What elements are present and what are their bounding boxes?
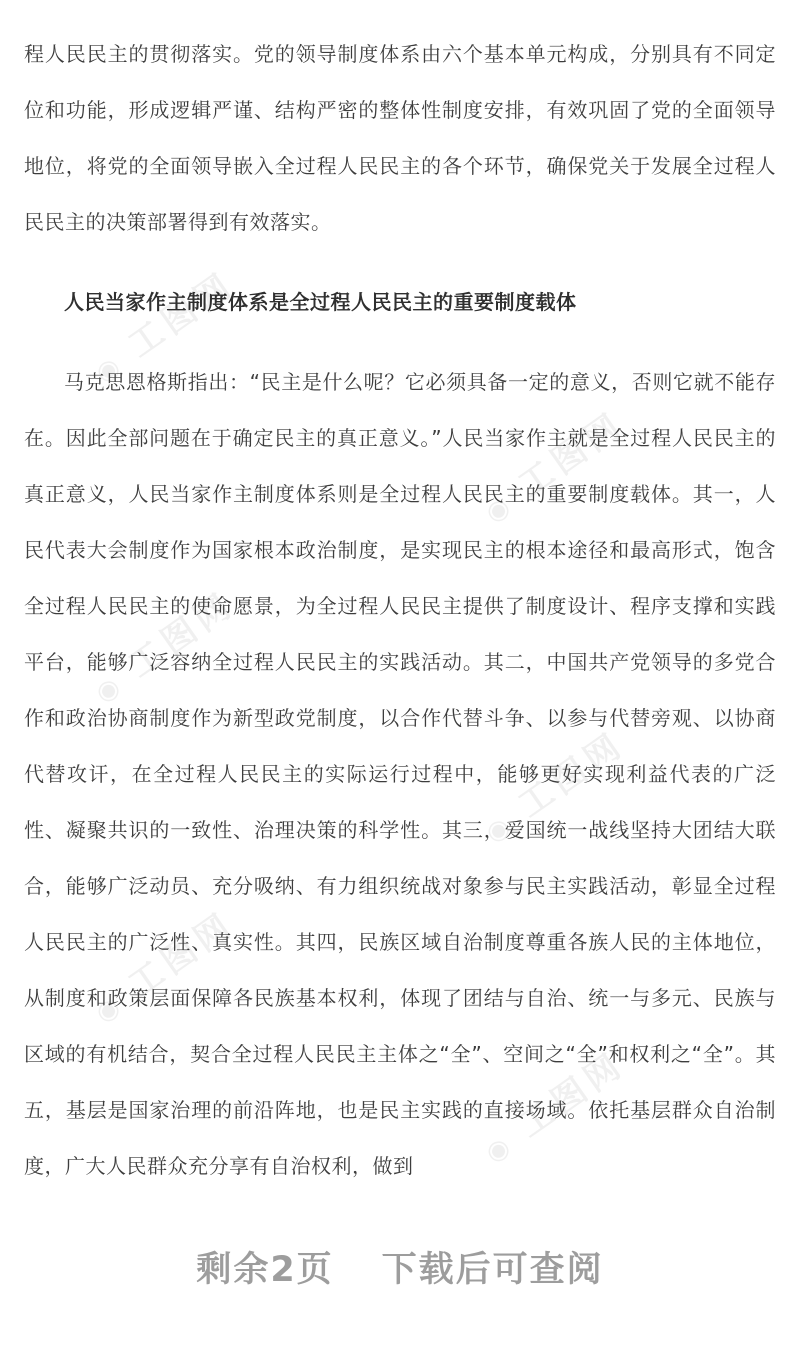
watermark-text: ◉ 工图网 bbox=[81, 577, 243, 711]
paragraph-continuation: 程人民民主的贯彻落实。党的领导制度体系由六个基本单元构成，分别具有不同定位和功能，形成逻辑严谨、结构严密的整体性制度安排，有效巩固了党的全面领导地位，将党的全面领导嵌入全过程人民民主的各个环节，确保党关于发展全过程人民民主的决策部署得到有效落实。 bbox=[24, 42, 776, 234]
watermark-text: ◉ 工图网 bbox=[471, 397, 633, 531]
watermark-text: ◉ 工图网 bbox=[471, 1037, 633, 1171]
watermark-text: ◉ 工图网 bbox=[81, 257, 243, 391]
remaining-pages-text: 剩余2页 bbox=[196, 1250, 334, 1290]
watermark-text: ◉ 工图网 bbox=[471, 717, 633, 851]
watermark-text: ◉ 工图网 bbox=[81, 897, 243, 1031]
download-hint-text: 下载后可查阅 bbox=[381, 1250, 604, 1290]
section-heading: 人民当家作主制度体系是全过程人民民主的重要制度载体 bbox=[64, 290, 577, 314]
remaining-pages-notice bbox=[0, 1242, 800, 1292]
paragraph-body: 马克思恩格斯指出：“民主是什么呢？它必须具备一定的意义，否则它就不能存在。因此全部问题在于确定民主的真正意义。”人民当家作主就是全过程人民民主的真正意义，人民当家作主制度体系则是全过程人民民主的重要制度载体。其一，人民代表大会制度作为国家根本政治制度，是实现民主的根本途径和最高形式，饱含全过程人民民主的使命愿景，为全过程人民民主提供了制度设计、程序支撑和实践平台，能够广泛容纳全过程人民民主的实践活动。其二，中国共产党领导的多党合作和政治协商制度作为新型政党制度，以合作代替斗争、以参与代替旁观、以协商代替攻讦，在全过程人民民主的实际运行过程中，能够更好实现利益代表的广泛性、凝聚共识的一致性、治理决策的科学性。其三，爱国统一战线坚持大团结大联合，能够广泛动员、充分吸纳、有力组织统战对象参与民主实践活动，彰显全过程人民民主的广泛性、真实性。其四，民族区域自治制度尊重各族人民的主体地位，从制度和政策层面保障各民族基本权利，体现了团结与自治、统一与多元、民族与区域的有机结合，契合全过程人民民主主体之“全”、空间之“全”和权利之“全”。其五，基层是国家治理的前沿阵地，也是民主实践的直接场域。依托基层群众自治制度，广大人民群众充分享有自治权利，做到 bbox=[24, 370, 776, 1178]
